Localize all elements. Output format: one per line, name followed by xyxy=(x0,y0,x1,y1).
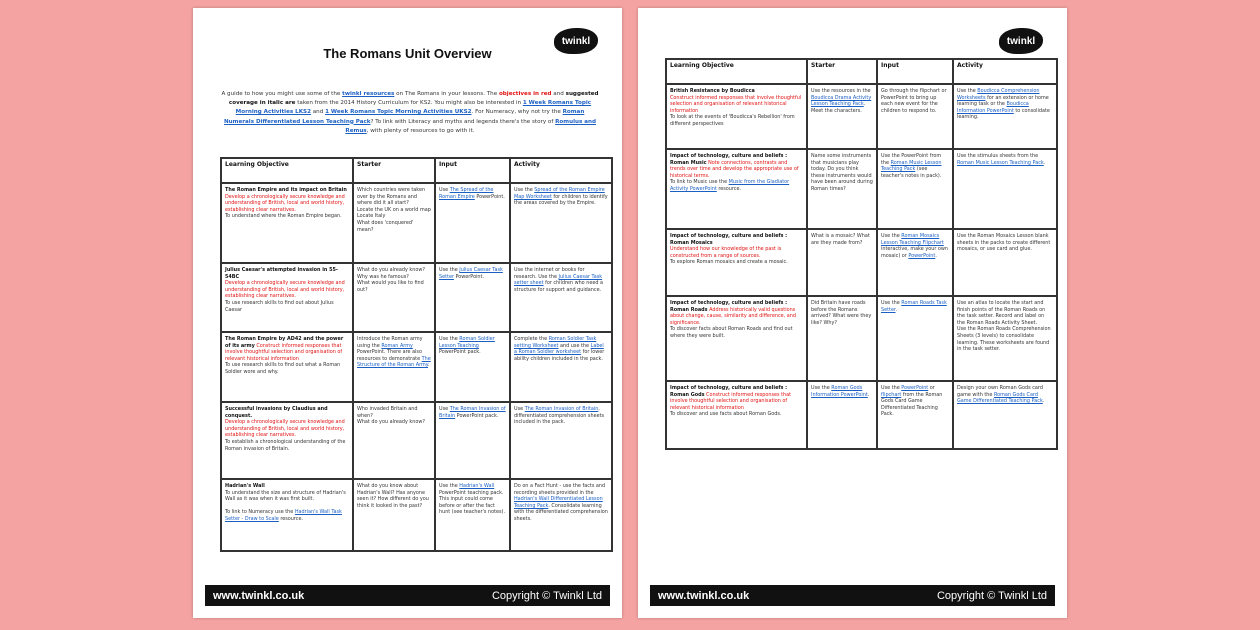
resource-link[interactable]: Hadrian's Wall Task Setter - Draw to Scale xyxy=(225,509,342,522)
starter-cell xyxy=(353,183,435,263)
resource-link[interactable]: Boudicca Comprehension Worksheets xyxy=(957,88,1040,101)
resource-link[interactable]: Roman Music Lesson Teaching Pack xyxy=(957,159,1044,166)
cell-text: PowerPoint teaching pack. This input could come before or after the fact hunt (see teacher's notes). xyxy=(439,489,506,516)
cell-text: Did Britain have roads before the Romans arrived? What were they like? Why? xyxy=(811,300,872,326)
cell-text: What would you like to find out? xyxy=(357,280,424,293)
table-row xyxy=(666,229,1057,296)
starter-cell xyxy=(807,296,877,381)
cell-text: , differentiated comprehension sheets included in the pack. xyxy=(514,406,605,426)
cell-text: . Consolidate learning with the differentiated comprehension sheets. xyxy=(514,502,608,522)
unit-overview-table-continued xyxy=(665,58,1058,450)
objective-cell xyxy=(221,183,353,263)
resource-link[interactable]: 1 Week Romans Topic Morning Activities UKS2 xyxy=(325,109,472,116)
resource-link[interactable]: flipchart xyxy=(881,391,902,398)
resource-link[interactable]: Julius Caesar Task setter sheet xyxy=(514,273,603,287)
resource-link[interactable]: The Roman Invasion of Britain xyxy=(439,406,506,419)
resource-link[interactable]: 1 Week Romans Topic Morning Activities LKS2 xyxy=(235,100,592,116)
objective-cell xyxy=(666,381,807,449)
cell-text: for an extension or home learning task or the xyxy=(957,94,1049,108)
activity-cell xyxy=(510,183,612,263)
starter-cell xyxy=(353,332,435,402)
activity-cell xyxy=(510,332,612,402)
unit-overview-table xyxy=(220,157,613,552)
bold-text: Julius Caesar's attempted invasion in 55-54BC xyxy=(225,267,338,280)
bold-text: Impact of technology, culture and beliefs : Roman Gods xyxy=(670,385,788,398)
objective-cell xyxy=(666,149,807,229)
cell-text: To look at the events of 'Boudicca's Rebellion' from different perspectives xyxy=(670,114,795,127)
input-cell xyxy=(435,263,510,332)
curriculum-objective-text: objectives in red xyxy=(498,91,552,97)
resource-link[interactable]: Boudicca Information PowerPoint xyxy=(957,101,1029,114)
table-row xyxy=(221,402,612,479)
resource-link[interactable]: Roman Mosaics Lesson Teaching Flipchart xyxy=(881,233,944,246)
cell-text: to consolidate learning. xyxy=(957,107,1050,121)
header-activity: Activity xyxy=(510,158,612,183)
bold-text: Hadrian's Wall xyxy=(225,483,265,489)
cell-text: What do you know about Hadrian's Wall? Has anyone seen it? How different do you think it looked in the past? xyxy=(357,483,429,509)
starter-cell xyxy=(807,84,877,149)
cell-text: Use the xyxy=(881,300,902,306)
bold-text: Successful invasions by Claudius and conquest. xyxy=(225,406,328,419)
curriculum-objective-text: Construct informed responses that involve thoughtful selection and organisation of relevant historical information xyxy=(670,94,802,114)
objective-cell xyxy=(221,402,353,479)
input-cell xyxy=(877,229,953,296)
resource-link[interactable]: Roman Army xyxy=(381,342,413,349)
resource-link[interactable]: Julius Caesar Task Setter xyxy=(439,267,503,280)
cell-text: Use the xyxy=(881,385,902,391)
cell-text: Use the xyxy=(514,187,535,193)
table-row xyxy=(666,381,1057,449)
cell-text: Use the xyxy=(881,233,902,239)
cell-text: Use the xyxy=(811,385,832,391)
cell-text: To discover facts about Roman Roads and find out where they were built. xyxy=(670,326,793,339)
cell-text: PowerPoint. xyxy=(474,193,505,200)
cell-text: and xyxy=(551,91,566,97)
cell-text: To discover and use facts about Roman Gods. xyxy=(670,411,782,418)
resource-link[interactable]: PowerPoint xyxy=(901,385,929,391)
starter-cell xyxy=(807,381,877,449)
cell-text: To establish a chronological understanding of the Roman invasion of Britain. xyxy=(225,438,346,452)
cell-text: and use the xyxy=(558,342,591,349)
cell-text: Use the Roman Mosaics Lesson blank sheets in the packs to create different mosaics, or use card and glue. xyxy=(957,233,1051,253)
cell-text: Use the xyxy=(957,88,978,94)
cell-text: . xyxy=(427,362,430,369)
curriculum-objective-text: Understand how our knowledge of the past is constructed from a range of sources. xyxy=(670,246,782,259)
resource-link[interactable]: Boudicca Drama Activity Lesson Teaching Pack xyxy=(811,94,872,108)
cell-text: Complete the xyxy=(514,336,549,342)
resource-link[interactable]: Roman Music Lesson Teaching Pack xyxy=(881,159,942,173)
cell-text: Why was he famous? xyxy=(357,273,409,280)
resource-link[interactable]: Hadrian's Wall Differentiated Lesson Teaching Pack xyxy=(514,496,603,509)
cell-text: Which countries were taken over by the Romans and where did it all start? xyxy=(357,187,426,207)
starter-cell xyxy=(807,149,877,229)
curriculum-objective-text: Develop a chronologically secure knowledge and understanding of British, local and world history, establishing clear narratives. xyxy=(225,280,345,300)
footer-copyright: Copyright © Twinkl Ltd xyxy=(936,589,1047,602)
cell-text: Go through the flipchart or PowerPoint to bring up each new event for the children to respond to. xyxy=(881,88,947,114)
resource-link[interactable]: The Roman Invasion of Britain xyxy=(524,406,599,412)
footer-website: www.twinkl.co.uk xyxy=(213,589,305,602)
cell-text: for lower ability children included in the pack. xyxy=(514,349,605,362)
cell-text: PowerPoint. There are also resources to demonstrate xyxy=(357,349,422,362)
cell-text: or xyxy=(928,385,935,391)
table-row xyxy=(221,263,612,332)
table-row xyxy=(666,149,1057,229)
footer-copyright: Copyright © Twinkl Ltd xyxy=(491,589,602,602)
cell-text: (see teacher's notes in pack). xyxy=(881,166,942,179)
cell-text: PowerPoint. xyxy=(453,273,485,280)
starter-cell xyxy=(353,479,435,551)
cell-text: resource. xyxy=(716,185,742,192)
cell-text: What is a mosaic? What are they made from? xyxy=(811,233,870,246)
footer-bar xyxy=(650,585,1055,606)
cell-text: Who invaded Britain and when? xyxy=(357,406,418,419)
resource-link[interactable]: Roman Gods Card Game Differentiated Teaching Pack xyxy=(957,391,1043,405)
cell-text: for children who need a structure for support and guidance. xyxy=(514,280,603,293)
page-title: The Romans Unit Overview xyxy=(323,46,492,61)
twinkl-logo: twinkl xyxy=(999,28,1043,54)
curriculum-objective-text: Develop a chronologically secure knowledge and understanding of British, local and world history, establishing clear narratives. xyxy=(225,419,345,439)
bold-text: The Roman Empire and its impact on Britain xyxy=(225,187,347,193)
cell-text: on The Romans in your lessons. The xyxy=(394,91,499,97)
starter-cell xyxy=(353,263,435,332)
activity-cell xyxy=(953,229,1057,296)
cell-text: Do on a Fact Hunt - use the facts and recording sheets provided in the xyxy=(514,483,606,496)
activity-cell xyxy=(510,263,612,332)
cell-text: Design your own Roman Gods card game with the xyxy=(957,385,1043,398)
resource-link[interactable]: Label a Roman Soldier worksheet xyxy=(514,342,604,356)
input-cell xyxy=(435,332,510,402)
activity-cell xyxy=(953,296,1057,381)
input-cell xyxy=(877,296,953,381)
table-row xyxy=(666,84,1057,149)
cell-text: . xyxy=(867,391,870,398)
resource-link[interactable]: Music from the Gladiator Activity PowerPoint xyxy=(670,179,790,192)
cell-text: A guide to how you might use some of the xyxy=(221,91,343,97)
table-row xyxy=(666,296,1057,381)
cell-text: and xyxy=(310,109,326,116)
activity-cell xyxy=(510,479,612,551)
footer-website: www.twinkl.co.uk xyxy=(658,589,750,602)
cell-text: Use the xyxy=(439,267,460,273)
table-row xyxy=(221,332,612,402)
table-row xyxy=(221,183,612,263)
cell-text: Use the resources in the xyxy=(811,88,871,94)
cell-text: ? To link with Literacy and myths and legends there's the story of xyxy=(370,118,556,125)
curriculum-objective-text: Construct informed responses that involve thoughtful selection and organisation of relevant historical information xyxy=(225,342,343,362)
cell-text: , with plenty of resources to go with it. xyxy=(366,127,475,134)
cell-text: PowerPoint pack. xyxy=(439,349,481,356)
cell-text: To explore Roman mosaics and create a mosaic. xyxy=(670,259,788,266)
resource-link[interactable]: twinkl resources xyxy=(342,91,395,97)
objective-cell xyxy=(666,229,807,296)
activity-cell xyxy=(953,84,1057,149)
curriculum-objective-text: Address historically valid questions about change, cause, similarity and difference, and significance. xyxy=(670,306,796,326)
cell-text: Use the xyxy=(439,336,460,342)
cell-text: What do you already know? xyxy=(357,419,425,426)
cell-text: What do you already know? xyxy=(357,267,425,273)
cell-text: . xyxy=(1042,398,1045,405)
footer-bar xyxy=(205,585,610,606)
bold-text: Impact of technology, culture and beliefs : Roman Roads xyxy=(670,300,788,313)
bold-text: British Resistance by Boudicca xyxy=(670,88,755,94)
objective-cell xyxy=(666,296,807,381)
starter-cell xyxy=(353,402,435,479)
resource-link[interactable]: The Structure of the Roman Army xyxy=(357,355,431,369)
header-learning-objective: Learning Objective xyxy=(221,158,353,183)
input-cell xyxy=(435,479,510,551)
cell-text: Use the internet or books for research. Use the xyxy=(514,267,585,280)
cell-text: Name some instruments that musicians play today. Do you think these instruments would have been around during Roman times? xyxy=(811,153,873,192)
cell-text: Use the stimulus sheets from the xyxy=(957,153,1039,159)
cell-text: . xyxy=(935,252,937,259)
cell-text: . xyxy=(1043,159,1046,166)
cell-text: To use research skills to find out what a Roman Soldier wore and why. xyxy=(225,362,341,375)
activity-cell xyxy=(510,402,612,479)
curriculum-objective-text: Note connections, contrasts and trends over time and develop the appropriate use of historical terms. xyxy=(670,159,799,179)
cell-text: from the Roman Gods Card Game Differentiated Teaching Pack. xyxy=(881,391,943,418)
cell-text: . xyxy=(895,306,898,313)
cell-text: To understand where the Roman Empire began. xyxy=(225,213,342,220)
cell-text: Use xyxy=(439,406,450,412)
activity-cell xyxy=(953,381,1057,449)
resource-link[interactable]: Roman Soldier Lesson Teaching xyxy=(439,336,495,349)
header-input: Input xyxy=(435,158,510,183)
bold-text: Impact of technology, culture and beliefs : Roman Music xyxy=(670,153,788,166)
cell-text: Use the xyxy=(439,483,460,489)
cell-text: for children to identify the areas covered by the Empire. xyxy=(514,193,608,207)
resource-link[interactable]: Roman Numerals Differentiated Lesson Teaching Pack xyxy=(223,109,585,125)
cell-text: Introduce the Roman army using the xyxy=(357,336,423,349)
resource-link[interactable]: PowerPoint xyxy=(908,252,936,259)
header-input: Input xyxy=(877,59,953,84)
resource-link[interactable]: Spread of the Roman Empire Map Worksheet xyxy=(514,187,605,200)
starter-cell xyxy=(807,229,877,296)
objective-cell xyxy=(666,84,807,149)
table-row xyxy=(221,479,612,551)
cell-text: Use the PowerPoint from the xyxy=(881,153,942,166)
document-page-1 xyxy=(193,8,622,618)
activity-cell xyxy=(953,149,1057,229)
bold-text: Impact of technology, culture and beliefs : Roman Mosaics xyxy=(670,233,788,246)
resource-link[interactable]: Hadrian's Wall xyxy=(459,483,495,489)
resource-link[interactable]: The Spread of the Roman Empire xyxy=(439,187,494,200)
resource-link[interactable]: Roman Roads Task Setter xyxy=(881,300,947,313)
cell-text: Use xyxy=(514,406,525,412)
cell-text: Locate the UK on a world map xyxy=(357,206,431,213)
resource-link[interactable]: Roman Soldier Task setting Worksheet xyxy=(514,336,597,349)
header-starter: Starter xyxy=(353,158,435,183)
cell-text: Use xyxy=(439,187,450,193)
cell-text: PowerPoint pack. xyxy=(455,412,499,419)
resource-link[interactable]: Roman Gods Information PowerPoint xyxy=(811,385,868,398)
input-cell xyxy=(877,84,953,149)
cell-text: Use the Roman Roads Comprehension Sheets (3 levels) to consolidate learning. These worksheets are found in the task setter. xyxy=(957,326,1051,353)
cell-text: To link to Numeracy use the xyxy=(225,509,295,516)
cell-text: To use research skills to find out about Julius Caesar xyxy=(225,299,334,313)
input-cell xyxy=(435,183,510,263)
intro-paragraph xyxy=(221,90,599,136)
cell-text: interactive, make your own mosaic) or xyxy=(881,246,948,259)
bold-text: The Roman Empire by AD42 and the power of its army xyxy=(225,336,344,349)
objective-cell xyxy=(221,332,353,402)
twinkl-logo: twinkl xyxy=(554,28,598,54)
header-learning-objective: Learning Objective xyxy=(666,59,807,84)
objective-cell xyxy=(221,263,353,332)
cell-text: Locate Italy xyxy=(357,213,386,220)
input-cell xyxy=(877,149,953,229)
resource-link[interactable]: Romulus and Remus xyxy=(345,118,597,134)
header-starter: Starter xyxy=(807,59,877,84)
document-page-2 xyxy=(638,8,1067,618)
curriculum-objective-text: Construct informed responses that involve thoughtful selection and organisation of relevant historical information xyxy=(670,391,792,411)
curriculum-objective-text: Develop a chronologically secure knowledge and understanding of British, local and world history, establishing clear narratives. xyxy=(225,193,345,213)
input-cell xyxy=(435,402,510,479)
input-cell xyxy=(877,381,953,449)
bold-text: suggested coverage in italic are xyxy=(228,91,599,107)
header-activity: Activity xyxy=(953,59,1057,84)
cell-text: What does 'conquered' mean? xyxy=(357,219,414,233)
cell-text: resource. xyxy=(278,515,304,522)
cell-text: To link to Music use the xyxy=(670,179,729,186)
objective-cell xyxy=(221,479,353,551)
cell-text: To understand the size and structure of Hadrian's Wall as it was when it was first built. xyxy=(225,489,346,503)
cell-text: Use an atlas to locate the start and finish points of the Roman Roads on the task setter. Record and label on the Roman Roads Activity Sheet. xyxy=(957,300,1046,326)
cell-text: . Meet the characters. xyxy=(811,101,866,114)
cell-text: . For Numeracy, why not try the xyxy=(471,109,563,116)
cell-text: taken from the 2014 History Curriculum for KS2. You might also be interested in xyxy=(295,100,523,107)
